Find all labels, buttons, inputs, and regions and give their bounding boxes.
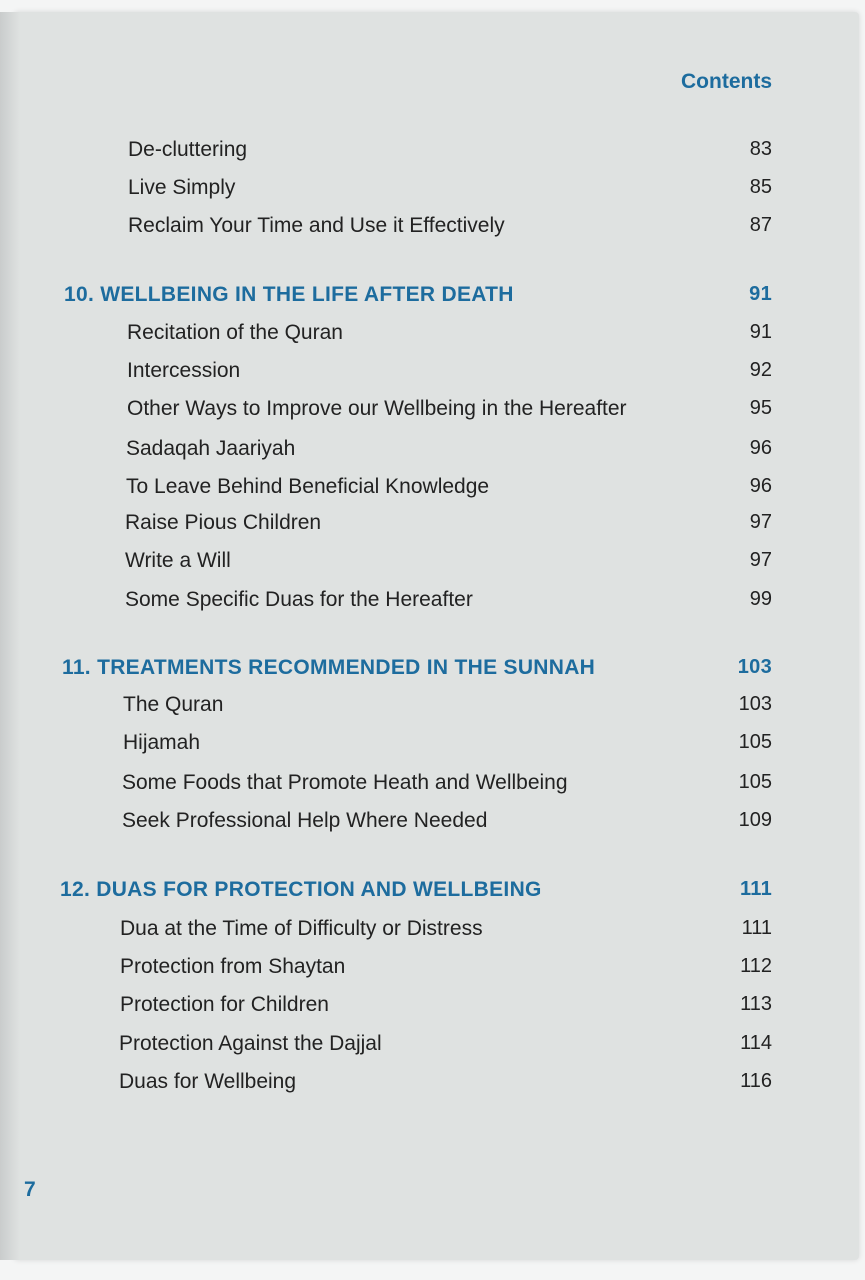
entry-title: Sadaqah Jaariyah [126, 437, 296, 460]
toc-entry [0, 1032, 865, 1062]
toc-entry [0, 359, 865, 389]
toc-entry [0, 397, 865, 427]
entry-title: Some Specific Duas for the Hereafter [125, 588, 473, 611]
entry-page-number: 97 [749, 549, 772, 571]
entry-title: Intercession [127, 359, 241, 382]
entry-title: Some Foods that Promote Heath and Wellbeing [122, 771, 568, 794]
toc-entry [0, 955, 865, 985]
toc-entry [0, 809, 865, 839]
toc-entry [0, 731, 865, 761]
entry-page-number: 99 [749, 588, 772, 610]
entry-title: Other Ways to Improve our Wellbeing in the Hereafter [127, 397, 627, 420]
toc-entry [0, 917, 865, 947]
entry-title: The Quran [123, 693, 224, 716]
entry-page-number: 109 [738, 809, 772, 831]
chapter-page-number: 111 [739, 878, 772, 900]
entry-title: Protection Against the Dajjal [119, 1032, 382, 1055]
entry-title: Seek Professional Help Where Needed [122, 809, 488, 832]
toc-entry [0, 176, 865, 206]
entry-page-number: 95 [749, 397, 772, 419]
entry-title: Live Simply [128, 176, 236, 199]
entry-page-number: 96 [749, 475, 772, 497]
entry-title: Reclaim Your Time and Use it Effectively [128, 214, 505, 237]
entry-page-number: 105 [738, 731, 772, 753]
entry-page-number: 83 [749, 138, 772, 160]
toc-chapter-heading [0, 283, 865, 313]
toc-entry [0, 993, 865, 1023]
entry-page-number: 111 [741, 917, 772, 939]
toc-chapter-heading [0, 878, 865, 908]
toc-entry [0, 771, 865, 801]
entry-title: Dua at the Time of Difficulty or Distress [120, 917, 483, 940]
entry-title: Hijamah [123, 731, 201, 754]
toc-entry [0, 511, 865, 541]
chapter-title: 11. TREATMENTS RECOMMENDED IN THE SUNNAH [62, 656, 596, 679]
toc-entry [0, 693, 865, 723]
entry-page-number: 114 [740, 1032, 772, 1054]
entry-title: De-cluttering [128, 138, 248, 161]
toc-entry [0, 475, 865, 505]
toc-chapter-heading [0, 656, 865, 686]
toc-entry [0, 1070, 865, 1100]
toc-entry [0, 437, 865, 467]
entry-page-number: 103 [738, 693, 772, 715]
toc-entry [0, 214, 865, 244]
entry-page-number: 87 [749, 214, 772, 236]
entry-page-number: 105 [738, 771, 772, 793]
entry-page-number: 92 [749, 359, 772, 381]
entry-page-number: 85 [749, 176, 772, 198]
entry-title: Raise Pious Children [125, 511, 322, 534]
toc-entry [0, 138, 865, 168]
entry-page-number: 97 [749, 511, 772, 533]
chapter-page-number: 91 [749, 283, 772, 305]
chapter-title: 12. DUAS FOR PROTECTION AND WELLBEING [60, 878, 542, 901]
toc-entry [0, 588, 865, 618]
entry-page-number: 96 [749, 437, 772, 459]
chapter-title: 10. WELLBEING IN THE LIFE AFTER DEATH [64, 283, 514, 306]
entry-page-number: 91 [749, 321, 772, 343]
entry-title: Write a Will [125, 549, 231, 572]
chapter-page-number: 103 [737, 656, 772, 678]
entry-title: To Leave Behind Beneficial Knowledge [126, 475, 490, 498]
page-number: 7 [24, 1178, 36, 1201]
entry-page-number: 116 [740, 1070, 772, 1092]
entry-title: Protection for Children [120, 993, 329, 1016]
entry-title: Recitation of the Quran [127, 321, 343, 344]
entry-page-number: 112 [740, 955, 772, 977]
entry-title: Duas for Wellbeing [119, 1070, 297, 1093]
entry-title: Protection from Shaytan [120, 955, 346, 978]
toc-entry [0, 321, 865, 351]
entry-page-number: 113 [740, 993, 772, 1015]
toc-entry [0, 549, 865, 579]
running-header: Contents [681, 70, 772, 93]
